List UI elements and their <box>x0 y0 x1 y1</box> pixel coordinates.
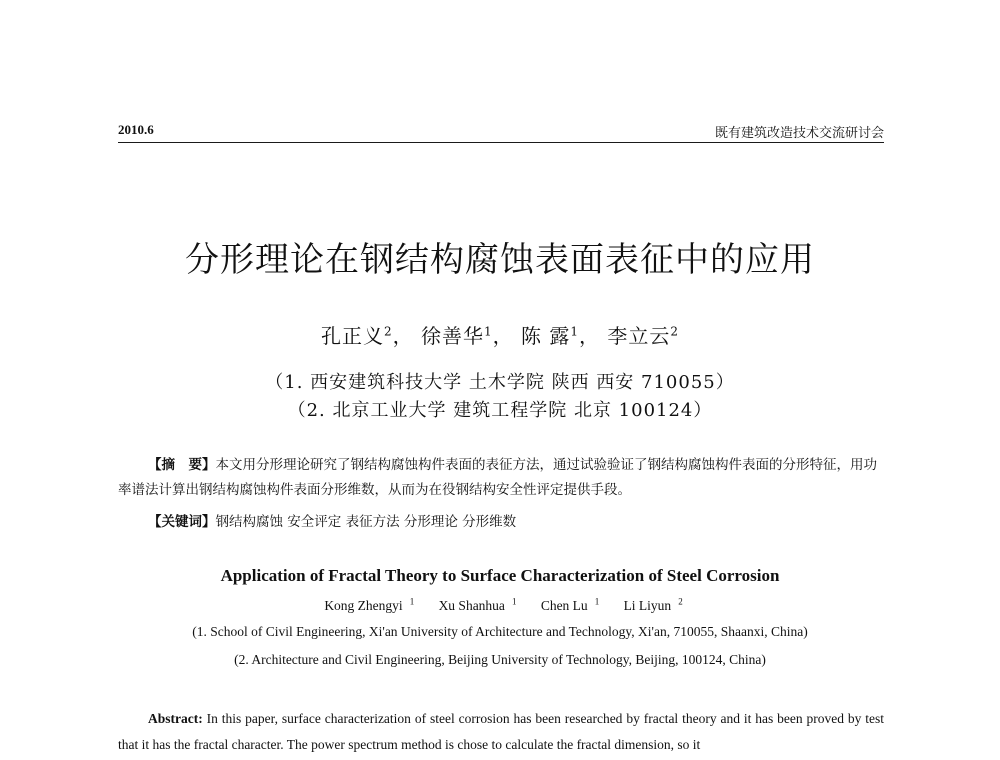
author-en-affiliation-mark: 2 <box>678 596 683 606</box>
affiliation-en-2: (2. Architecture and Civil Engineering, Beijing University of Technology, Beijing, 100124, China) <box>234 652 766 667</box>
author-name: 徐善华 <box>421 324 484 348</box>
header-conference: 既有建筑改造技术交流研讨会 <box>714 126 884 141</box>
author-affiliation-mark: 2 <box>670 324 679 339</box>
abstract-cn-text: 本文用分形理论研究了钢结构腐蚀构件表面的表征方法，通过试验验证了钢结构腐蚀构件表面的分形特征，用功率谱法计算出钢结构腐蚀构件表面分形维数，从而为在役钢结构安全性评定提供手段。 <box>118 457 877 498</box>
author-list-en <box>0 596 1000 614</box>
author-en-affiliation-mark: 1 <box>511 596 517 606</box>
author-en-affiliation-mark: 1 <box>409 596 415 606</box>
keywords-cn-label: 【关键词】 <box>148 514 216 530</box>
author-separator: ， <box>392 324 414 348</box>
paper-title-cn: 分形理论在钢结构腐蚀表面表征中的应用 <box>185 240 815 280</box>
author-en <box>534 598 599 613</box>
abstract-en-label: Abstract: <box>148 711 203 726</box>
author-en <box>617 598 683 613</box>
author-en-name: Xu Shanhua <box>438 597 505 613</box>
author-name: 陈 露 <box>521 324 571 348</box>
keywords-cn-text: 钢结构腐蚀 安全评定 表征方法 分形理论 分形维数 <box>215 514 517 530</box>
author-en-name: Chen Lu <box>540 597 588 613</box>
author-en-name: Kong Zhengyi <box>324 597 403 613</box>
author-affiliation-mark: 1 <box>484 324 493 339</box>
paper-title-en: Application of Fractal Theory to Surface Characterization of Steel Corrosion <box>220 566 780 585</box>
affiliation-cn-2: （2. 北京工业大学 建筑工程学院 北京 100124） <box>287 400 713 421</box>
abstract-en <box>118 706 884 758</box>
affiliation-en-1: (1. School of Civil Engineering, Xi'an University of Architecture and Technology, Xi'an, 710055, Shaanxi, China) <box>192 624 808 639</box>
author-en-name: Li Liyun <box>623 597 672 613</box>
author-en-affiliation-mark: 1 <box>594 596 600 606</box>
header-date: 2010.6 <box>118 122 154 137</box>
author-affiliation-mark: 2 <box>384 324 393 339</box>
running-header <box>118 122 884 143</box>
author-name: 李立云 <box>607 324 671 348</box>
author-en <box>432 598 517 613</box>
author-separator: ， <box>492 324 514 348</box>
affiliation-cn-1: （1. 西安建筑科技大学 土木学院 陕西 西安 710055） <box>265 372 735 393</box>
author-affiliation-mark: 1 <box>570 324 579 339</box>
author-list-cn <box>0 320 1000 349</box>
author-en <box>317 598 414 613</box>
abstract-en-text: In this paper, surface characterization of steel corrosion has been researched by fractal theory and it has been proved by test that it has the fractal character. The power spectrum method is chose to calculate the fractal dimension, so it <box>118 711 885 752</box>
author-separator: ， <box>579 324 600 348</box>
author-name: 孔正义 <box>321 324 384 348</box>
abstract-cn-label: 【摘 要】 <box>148 457 216 473</box>
abstract-cn <box>118 453 884 503</box>
keywords-cn <box>148 510 884 535</box>
